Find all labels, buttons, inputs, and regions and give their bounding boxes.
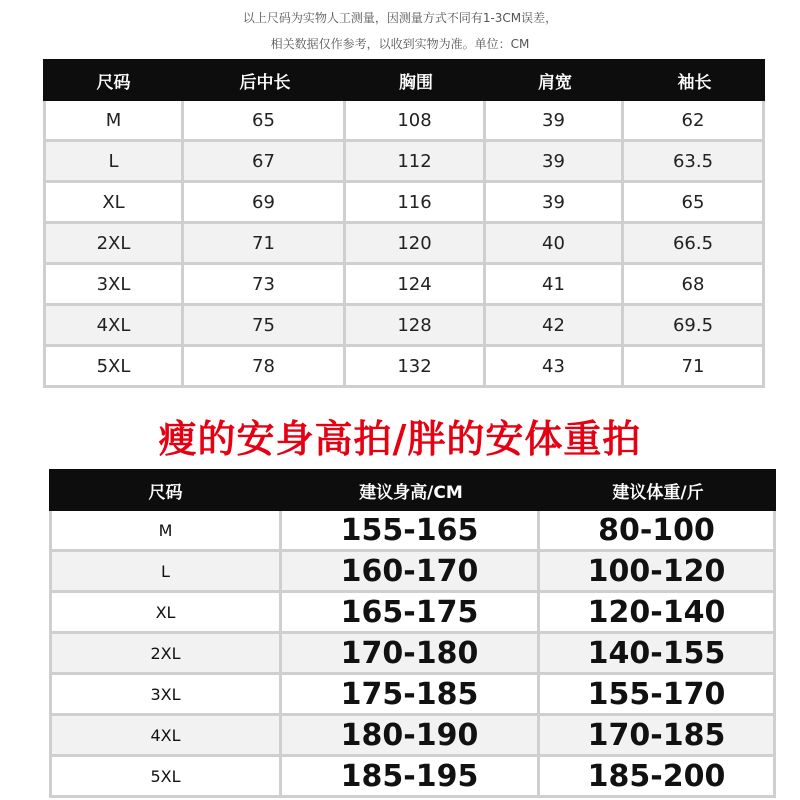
chest-cell: 124 [346, 265, 486, 306]
measurement-table [43, 59, 765, 388]
size-cell: 2XL [49, 634, 282, 675]
table-row [43, 306, 765, 347]
size-cell: 5XL [43, 347, 184, 388]
weight-range-cell: 185-200 [540, 757, 776, 798]
weight-range-cell: 155-170 [540, 675, 776, 716]
size-cell: XL [43, 183, 184, 224]
sleeve-cell: 68 [624, 265, 765, 306]
weight-range-cell: 80-100 [540, 511, 776, 552]
size-cell: L [49, 552, 282, 593]
size-cell: 3XL [43, 265, 184, 306]
table-row [49, 757, 776, 798]
table-row [49, 511, 776, 552]
table-row [49, 675, 776, 716]
header-sleeve: 袖长 [624, 59, 765, 101]
chest-cell: 108 [346, 101, 486, 142]
back-length-cell: 71 [184, 224, 346, 265]
table-row [43, 142, 765, 183]
header-height: 建议身高/CM [282, 469, 540, 511]
header-size: 尺码 [43, 59, 184, 101]
table-row [49, 716, 776, 757]
height-range-cell: 160-170 [282, 552, 540, 593]
measurement-disclaimer-line-1: 以上尺码为实物人工测量，因测量方式不同有1-3CM误差， [242, 11, 558, 25]
chest-cell: 120 [346, 224, 486, 265]
table-row [49, 634, 776, 675]
shoulder-cell: 39 [486, 101, 624, 142]
measurement-header-row [43, 59, 765, 101]
sleeve-cell: 65 [624, 183, 765, 224]
size-advice-banner: 瘦的安身高拍/胖的安体重拍 [158, 417, 642, 461]
table-row [43, 224, 765, 265]
measurement-disclaimer-line-2: 相关数据仅作参考，以收到实物为准。单位：CM [270, 37, 530, 51]
table-row [43, 183, 765, 224]
size-cell: M [49, 511, 282, 552]
back-length-cell: 65 [184, 101, 346, 142]
chest-cell: 116 [346, 183, 486, 224]
header-size: 尺码 [49, 469, 282, 511]
shoulder-cell: 40 [486, 224, 624, 265]
weight-range-cell: 170-185 [540, 716, 776, 757]
sleeve-cell: 71 [624, 347, 765, 388]
size-cell: L [43, 142, 184, 183]
shoulder-cell: 43 [486, 347, 624, 388]
shoulder-cell: 41 [486, 265, 624, 306]
size-cell: XL [49, 593, 282, 634]
size-cell: 2XL [43, 224, 184, 265]
chest-cell: 128 [346, 306, 486, 347]
back-length-cell: 78 [184, 347, 346, 388]
header-shoulder: 肩宽 [486, 59, 624, 101]
height-range-cell: 170-180 [282, 634, 540, 675]
height-range-cell: 185-195 [282, 757, 540, 798]
chest-cell: 112 [346, 142, 486, 183]
header-chest: 胸围 [346, 59, 486, 101]
back-length-cell: 73 [184, 265, 346, 306]
table-row [43, 347, 765, 388]
sleeve-cell: 62 [624, 101, 765, 142]
height-range-cell: 155-165 [282, 511, 540, 552]
shoulder-cell: 39 [486, 183, 624, 224]
weight-range-cell: 140-155 [540, 634, 776, 675]
shoulder-cell: 42 [486, 306, 624, 347]
height-range-cell: 175-185 [282, 675, 540, 716]
size-cell: 3XL [49, 675, 282, 716]
size-cell: 4XL [43, 306, 184, 347]
height-range-cell: 180-190 [282, 716, 540, 757]
weight-range-cell: 100-120 [540, 552, 776, 593]
recommendation-table [49, 469, 776, 798]
back-length-cell: 75 [184, 306, 346, 347]
table-row [43, 265, 765, 306]
size-cell: M [43, 101, 184, 142]
table-row [49, 552, 776, 593]
recommendation-header-row [49, 469, 776, 511]
header-weight: 建议体重/斤 [540, 469, 776, 511]
back-length-cell: 69 [184, 183, 346, 224]
shoulder-cell: 39 [486, 142, 624, 183]
table-row [43, 101, 765, 142]
table-row [49, 593, 776, 634]
sleeve-cell: 66.5 [624, 224, 765, 265]
header-back-length: 后中长 [184, 59, 346, 101]
weight-range-cell: 120-140 [540, 593, 776, 634]
height-range-cell: 165-175 [282, 593, 540, 634]
size-cell: 5XL [49, 757, 282, 798]
back-length-cell: 67 [184, 142, 346, 183]
sleeve-cell: 69.5 [624, 306, 765, 347]
size-cell: 4XL [49, 716, 282, 757]
sleeve-cell: 63.5 [624, 142, 765, 183]
chest-cell: 132 [346, 347, 486, 388]
